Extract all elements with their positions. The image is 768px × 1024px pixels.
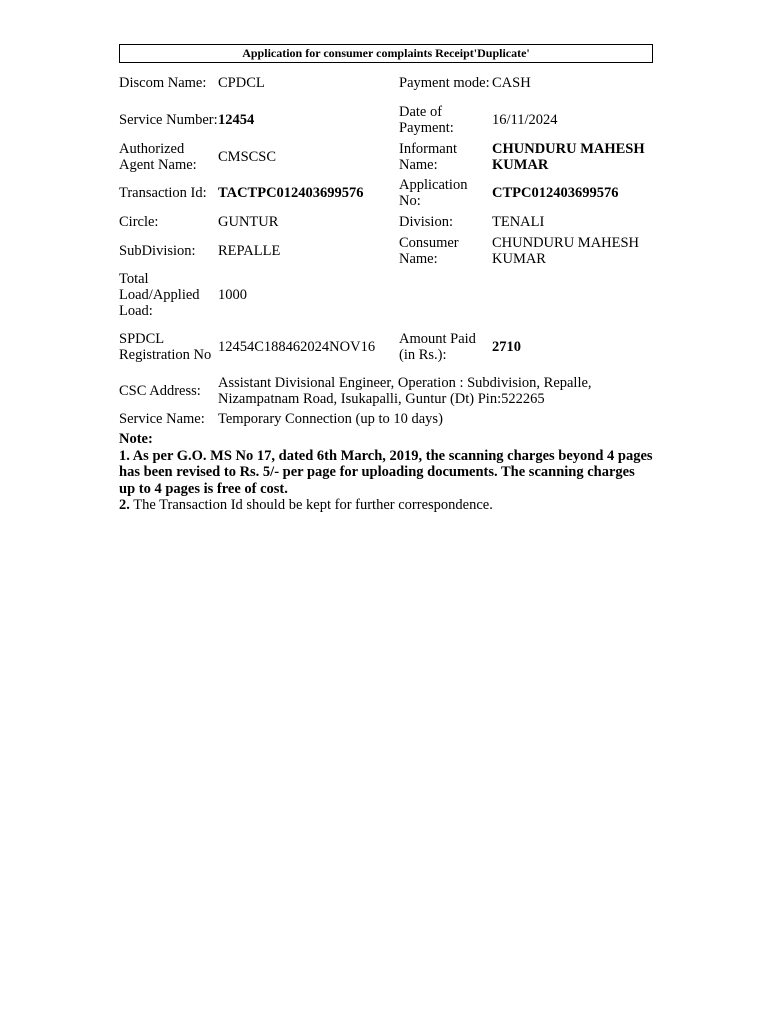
- subdivision-value: REPALLE: [218, 242, 281, 259]
- table-row: [119, 269, 653, 321]
- table-row: [119, 211, 653, 232]
- receipt: [119, 44, 653, 514]
- receipt-details-table: [119, 65, 653, 429]
- transaction-id-value: TACTPC012403699576: [218, 185, 364, 201]
- application-no-value: CTPC012403699576: [492, 185, 619, 201]
- table-row: [119, 373, 653, 409]
- note-number: 2.: [119, 497, 130, 513]
- consumer-name-value: CHUNDURU MAHESH KUMAR: [492, 234, 640, 267]
- table-row: [119, 138, 653, 175]
- date-of-payment-label: Date of Payment:: [399, 103, 454, 136]
- agent-name-value: CMSCSC: [218, 148, 277, 165]
- discom-name-value: CPDCL: [218, 75, 265, 91]
- note-item: [119, 497, 653, 514]
- table-row: [119, 232, 653, 269]
- service-number-value: 12454: [218, 111, 255, 128]
- note-item: [119, 448, 653, 498]
- note-text: The Transaction Id should be kept for further correspondence.: [133, 497, 493, 513]
- transaction-id-label: Transaction Id:: [119, 185, 207, 201]
- circle-value: GUNTUR: [218, 213, 279, 230]
- application-no-label: Application No:: [399, 177, 468, 209]
- amount-paid-label: Amount Paid (in Rs.):: [399, 331, 476, 363]
- service-name-label: Service Name:: [119, 411, 205, 427]
- notes-section: [119, 431, 653, 514]
- service-name-value: Temporary Connection (up to 10 days): [218, 411, 443, 427]
- amount-paid-value: 2710: [492, 339, 521, 355]
- note-text: As per G.O. MS No 17, dated 6th March, 2019, the scanning charges beyond 4 pages has been revised to Rs. 5/- per page for uploading documents. The scanning charges up to 4 pages is free of cost.: [119, 447, 653, 497]
- csc-address-value: Assistant Divisional Engineer, Operation : Subdivision, Repalle, Nizampatnam Road, Isukapalli, Guntur (Dt) Pin:522265: [218, 375, 592, 407]
- registration-no-value: 12454C188462024NOV16: [218, 339, 376, 355]
- agent-name-label: Authorized Agent Name:: [119, 140, 197, 173]
- receipt-title: Application for consumer complaints Receipt'Duplicate': [119, 44, 653, 63]
- table-row: [119, 321, 653, 373]
- service-number-label: Service Number:: [119, 111, 218, 128]
- total-load-label: Total Load/Applied Load:: [119, 271, 200, 319]
- circle-label: Circle:: [119, 213, 159, 230]
- informant-name-value: CHUNDURU MAHESH KUMAR: [492, 140, 645, 173]
- subdivision-label: SubDivision:: [119, 242, 196, 259]
- notes-heading: Note:: [119, 431, 153, 447]
- division-label: Division:: [399, 213, 453, 230]
- table-row: [119, 409, 653, 429]
- date-of-payment-value: 16/11/2024: [492, 111, 558, 128]
- table-row: [119, 101, 653, 138]
- registration-no-label: SPDCL Registration No: [119, 331, 212, 363]
- payment-mode-label: Payment mode:: [399, 75, 490, 91]
- note-number: 1.: [119, 447, 130, 464]
- total-load-value: 1000: [218, 287, 247, 303]
- discom-name-label: Discom Name:: [119, 75, 207, 91]
- table-row: [119, 175, 653, 211]
- csc-address-label: CSC Address:: [119, 383, 201, 399]
- consumer-name-label: Consumer Name:: [399, 234, 459, 267]
- informant-name-label: Informant Name:: [399, 140, 457, 173]
- payment-mode-value: CASH: [492, 75, 531, 91]
- table-row: [119, 65, 653, 101]
- division-value: TENALI: [492, 213, 545, 230]
